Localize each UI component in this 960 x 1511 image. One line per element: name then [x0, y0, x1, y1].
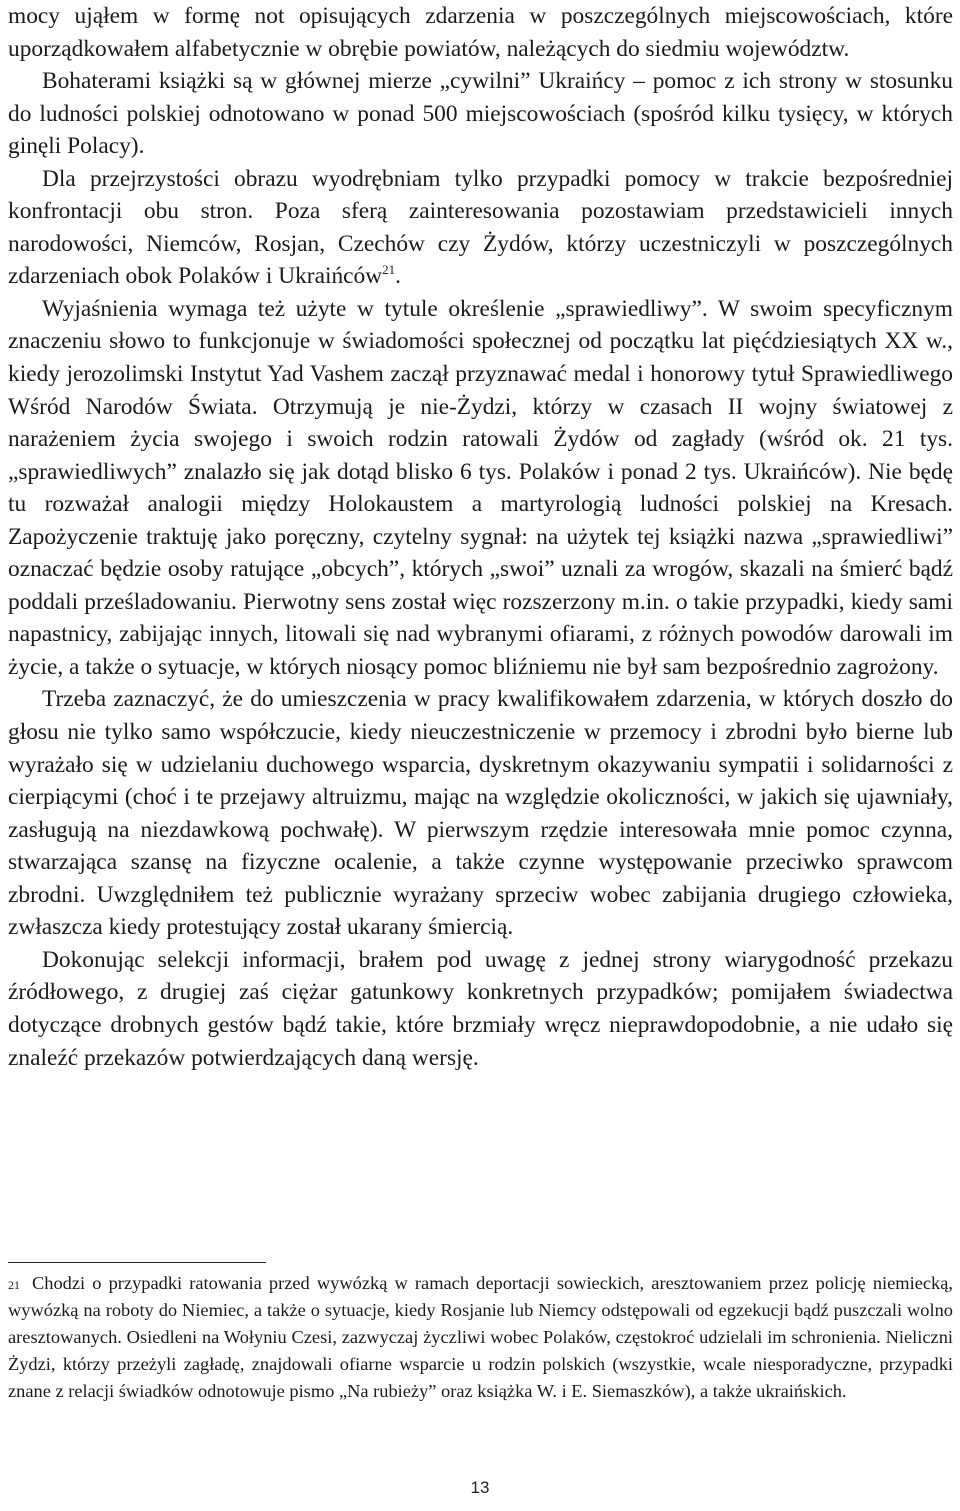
paragraph-3-end: . — [395, 263, 401, 290]
footnote — [8, 1270, 953, 1405]
main-text — [8, 0, 953, 1074]
page — [8, 0, 953, 1074]
page-number: 13 — [470, 1478, 490, 1497]
paragraph-4: Wyjaśnienia wymaga też użyte w tytule określenie „sprawiedliwy”. W swoim specyficznym znaczeniu słowo to funkcjonuje w świadomości społecznej od początku lat pięćdziesiątych XX w., kiedy jerozolimski Instytut Yad Vashem zaczął przyznawać medal i honorowy tytuł Sprawiedliwego Wśród Narodów Świata. Otrzymują je nie-Żydzi, którzy w czasach II wojny światowej z narażeniem życia swojego i swoich rodzin ratowali Żydów od zagłady (wśród ok. 21 tys. „sprawiedliwych” znalazło się jak dotąd blisko 6 tys. Polaków i ponad 2 tys. Ukraińców). Nie będę tu rozważał analogii między Holokaustem a martyrologią ludności polskiej na Kresach. Zapożyczenie traktuję jako poręczny, czytelny sygnał: na użytek tej książki nazwa „sprawiedliwi” oznaczać będzie osoby ratujące „obcych”, których „swoi” uznali za wrogów, skazali na śmierć bądź poddali prześladowaniu. Pierwotny sens został więc rozszerzony m.in. o takie przypadki, kiedy sami napastnicy, zabijając innych, litowali się nad wybranymi ofiarami, z różnych powodów darowali im życie, a także o sytuacje, w których niosący pomoc bliźniemu nie był sam bezpośrednio zagrożony. — [8, 295, 953, 680]
paragraph-2: Bohaterami książki są w głównej mierze „cywilni” Ukraińcy – pomoc z ich strony w stosunku do ludności polskiej odnotowano w ponad 500 miejscowościach (spośród kilku tysięcy, w których ginęli Polacy). — [8, 68, 953, 160]
footnote-reference[interactable]: 21 — [382, 262, 396, 278]
paragraph-3-text: Dla przejrzystości obrazu wyodrębniam tylko przypadki pomocy w trakcie bezpośredniej konfrontacji obu stron. Poza sferą zainteresowania pozostawiam przedstawicieli innych narodowości, Niemców, Rosjan, Czechów czy Żydów, którzy uczestniczyli w poszczególnych zdarzeniach obok Polaków i Ukraińców — [8, 165, 953, 290]
footnote-number: 21 — [8, 1278, 20, 1292]
paragraph-1: mocy ująłem w formę not opisujących zdarzenia w poszczególnych miejscowościach, które uporządkowałem alfabetycznie w obrębie powiatów, należących do siedmiu województw. — [8, 3, 953, 62]
paragraph-3 — [8, 163, 953, 293]
paragraph-6: Dokonując selekcji informacji, brałem pod uwagę z jednej strony wiarygodność przekazu źródłowego, z drugiej zaś ciężar gatunkowy konkretnych przypadków; pomijałem świadectwa dotyczące drobnych gestów bądź takie, które brzmiały wręcz nieprawdopodobnie, a nie udało się znaleźć przekazów potwierdzających daną wersję. — [8, 946, 953, 1071]
footnote-text: Chodzi o przypadki ratowania przed wywózką w ramach deportacji sowieckich, aresztowaniem przez policję niemiecką, wywózką na roboty do Niemiec, a także o sytuacje, kiedy Rosjanie lub Niemcy odstępowali od egzekucji bądź puszczali wolno aresztowanych. Osiedleni na Wołyniu Czesi, zazwyczaj życzliwi wobec Polaków, częstokroć udzielali im schronienia. Nieliczni Żydzi, którzy przeżyli zagładę, znajdowali ofiarne wsparcie u rodzin polskich (wszystkie, wcale niesporadyczne, przypadki znane z relacji świadków odnotowuje pismo „Na rubieży” oraz książka W. i E. Siemaszków), a także ukraińskich. — [8, 1273, 953, 1402]
paragraph-5: Trzeba zaznaczyć, że do umieszczenia w pracy kwalifikowałem zdarzenia, w których doszło do głosu nie tylko samo współczucie, kiedy nieuczestniczenie w przemocy i zbrodni było bierne lub wyrażało się w udzielaniu duchowego wsparcia, dyskretnym okazywaniu sympatii i solidarności z cierpiącymi (choć i te przejawy altruizmu, mając na względzie okoliczności, w jakich się ujawniały, zasługują na niezdawkową pochwałę). W pierwszym rzędzie interesowała mnie pomoc czynna, stwarzająca szansę na fizyczne ocalenie, a także czynne występowanie przeciwko sprawcom zbrodni. Uwzględniłem też publicznie wyrażany sprzeciw wobec zabijania drugiego człowieka, zwłaszcza kiedy protestujący został ukarany śmiercią. — [8, 686, 953, 941]
footnote-separator — [8, 1262, 266, 1263]
